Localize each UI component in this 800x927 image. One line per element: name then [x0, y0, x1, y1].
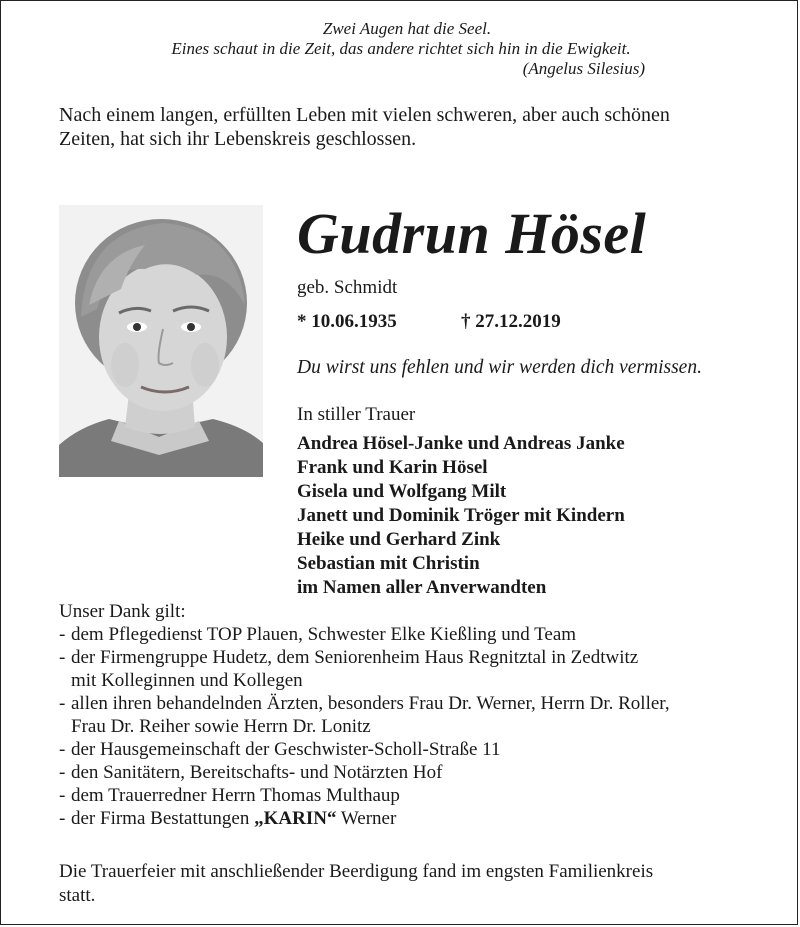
mourners-list [297, 432, 625, 600]
epigraph [1, 19, 798, 79]
mourner: im Namen aller Anverwandten [297, 577, 547, 598]
thanks-item-continuation: Frau Dr. Reiher sowie Herrn Dr. Lonitz [71, 716, 371, 737]
intro-line: Nach einem langen, erfüllten Leben mit vielen schweren, aber auch schönen [59, 104, 670, 126]
mourner: Gisela und Wolfgang Milt [297, 481, 507, 502]
mourner: Sebastian mit Christin [297, 553, 480, 574]
mourner: Andrea Hösel-Janke und Andreas Janke [297, 433, 625, 454]
deceased-name: Gudrun Hösel [297, 201, 647, 266]
mourner: Heike und Gerhard Zink [297, 529, 501, 550]
thanks-item: - dem Trauerredner Herrn Thomas Multhaup [59, 785, 400, 806]
mourner: Janett und Dominik Tröger mit Kindern [297, 505, 625, 526]
thanks-item-continuation: mit Kolleginnen und Kollegen [71, 670, 303, 691]
epigraph-author: (Angelus Silesius) [522, 59, 645, 78]
funeral-line: statt. [59, 885, 96, 906]
funeral-note [59, 860, 739, 908]
thanks-list [59, 623, 759, 830]
mourners-heading: In stiller Trauer [297, 404, 416, 425]
portrait-photo-image [59, 205, 263, 477]
epigraph-line: Zwei Augen hat die Seel. [322, 19, 492, 38]
funeral-line: Die Trauerfeier mit anschließender Beerdigung fand im engsten Familienkreis [59, 861, 654, 882]
farewell-line: Du wirst uns fehlen und wir werden dich vermissen. [297, 357, 702, 378]
thanks-item: - dem Pflegedienst TOP Plauen, Schwester Elke Kießling und Team [59, 624, 577, 645]
thanks-item: - der Firma Bestattungen „KARIN“ Werner [59, 808, 397, 829]
life-dates [297, 311, 561, 333]
thanks-item: - den Sanitätern, Bereitschafts- und Notärzten Hof [59, 762, 443, 783]
birth-date: * 10.06.1935 [297, 311, 397, 332]
thanks-item: - der Firmengruppe Hudetz, dem Seniorenheim Haus Regnitztal in Zedtwitz [59, 647, 639, 668]
death-date: † 27.12.2019 [461, 311, 561, 332]
undertaker-brand: „KARIN“ [254, 808, 337, 829]
intro-line: Zeiten, hat sich ihr Lebenskreis geschlossen. [59, 128, 417, 150]
maiden-name: geb. Schmidt [297, 277, 398, 298]
thanks-item: - der Hausgemeinschaft der Geschwister-Scholl-Straße 11 [59, 739, 501, 760]
thanks-section [59, 600, 759, 830]
mourner: Frank und Karin Hösel [297, 457, 488, 478]
thanks-heading: Unser Dank gilt: [59, 601, 186, 622]
thanks-item: - allen ihren behandelnden Ärzten, besonders Frau Dr. Werner, Herrn Dr. Roller, [59, 693, 670, 714]
portrait-photo [59, 205, 263, 477]
intro-text [59, 103, 759, 151]
epigraph-line: Eines schaut in die Zeit, das andere richtet sich hin in die Ewigkeit. [171, 39, 631, 58]
